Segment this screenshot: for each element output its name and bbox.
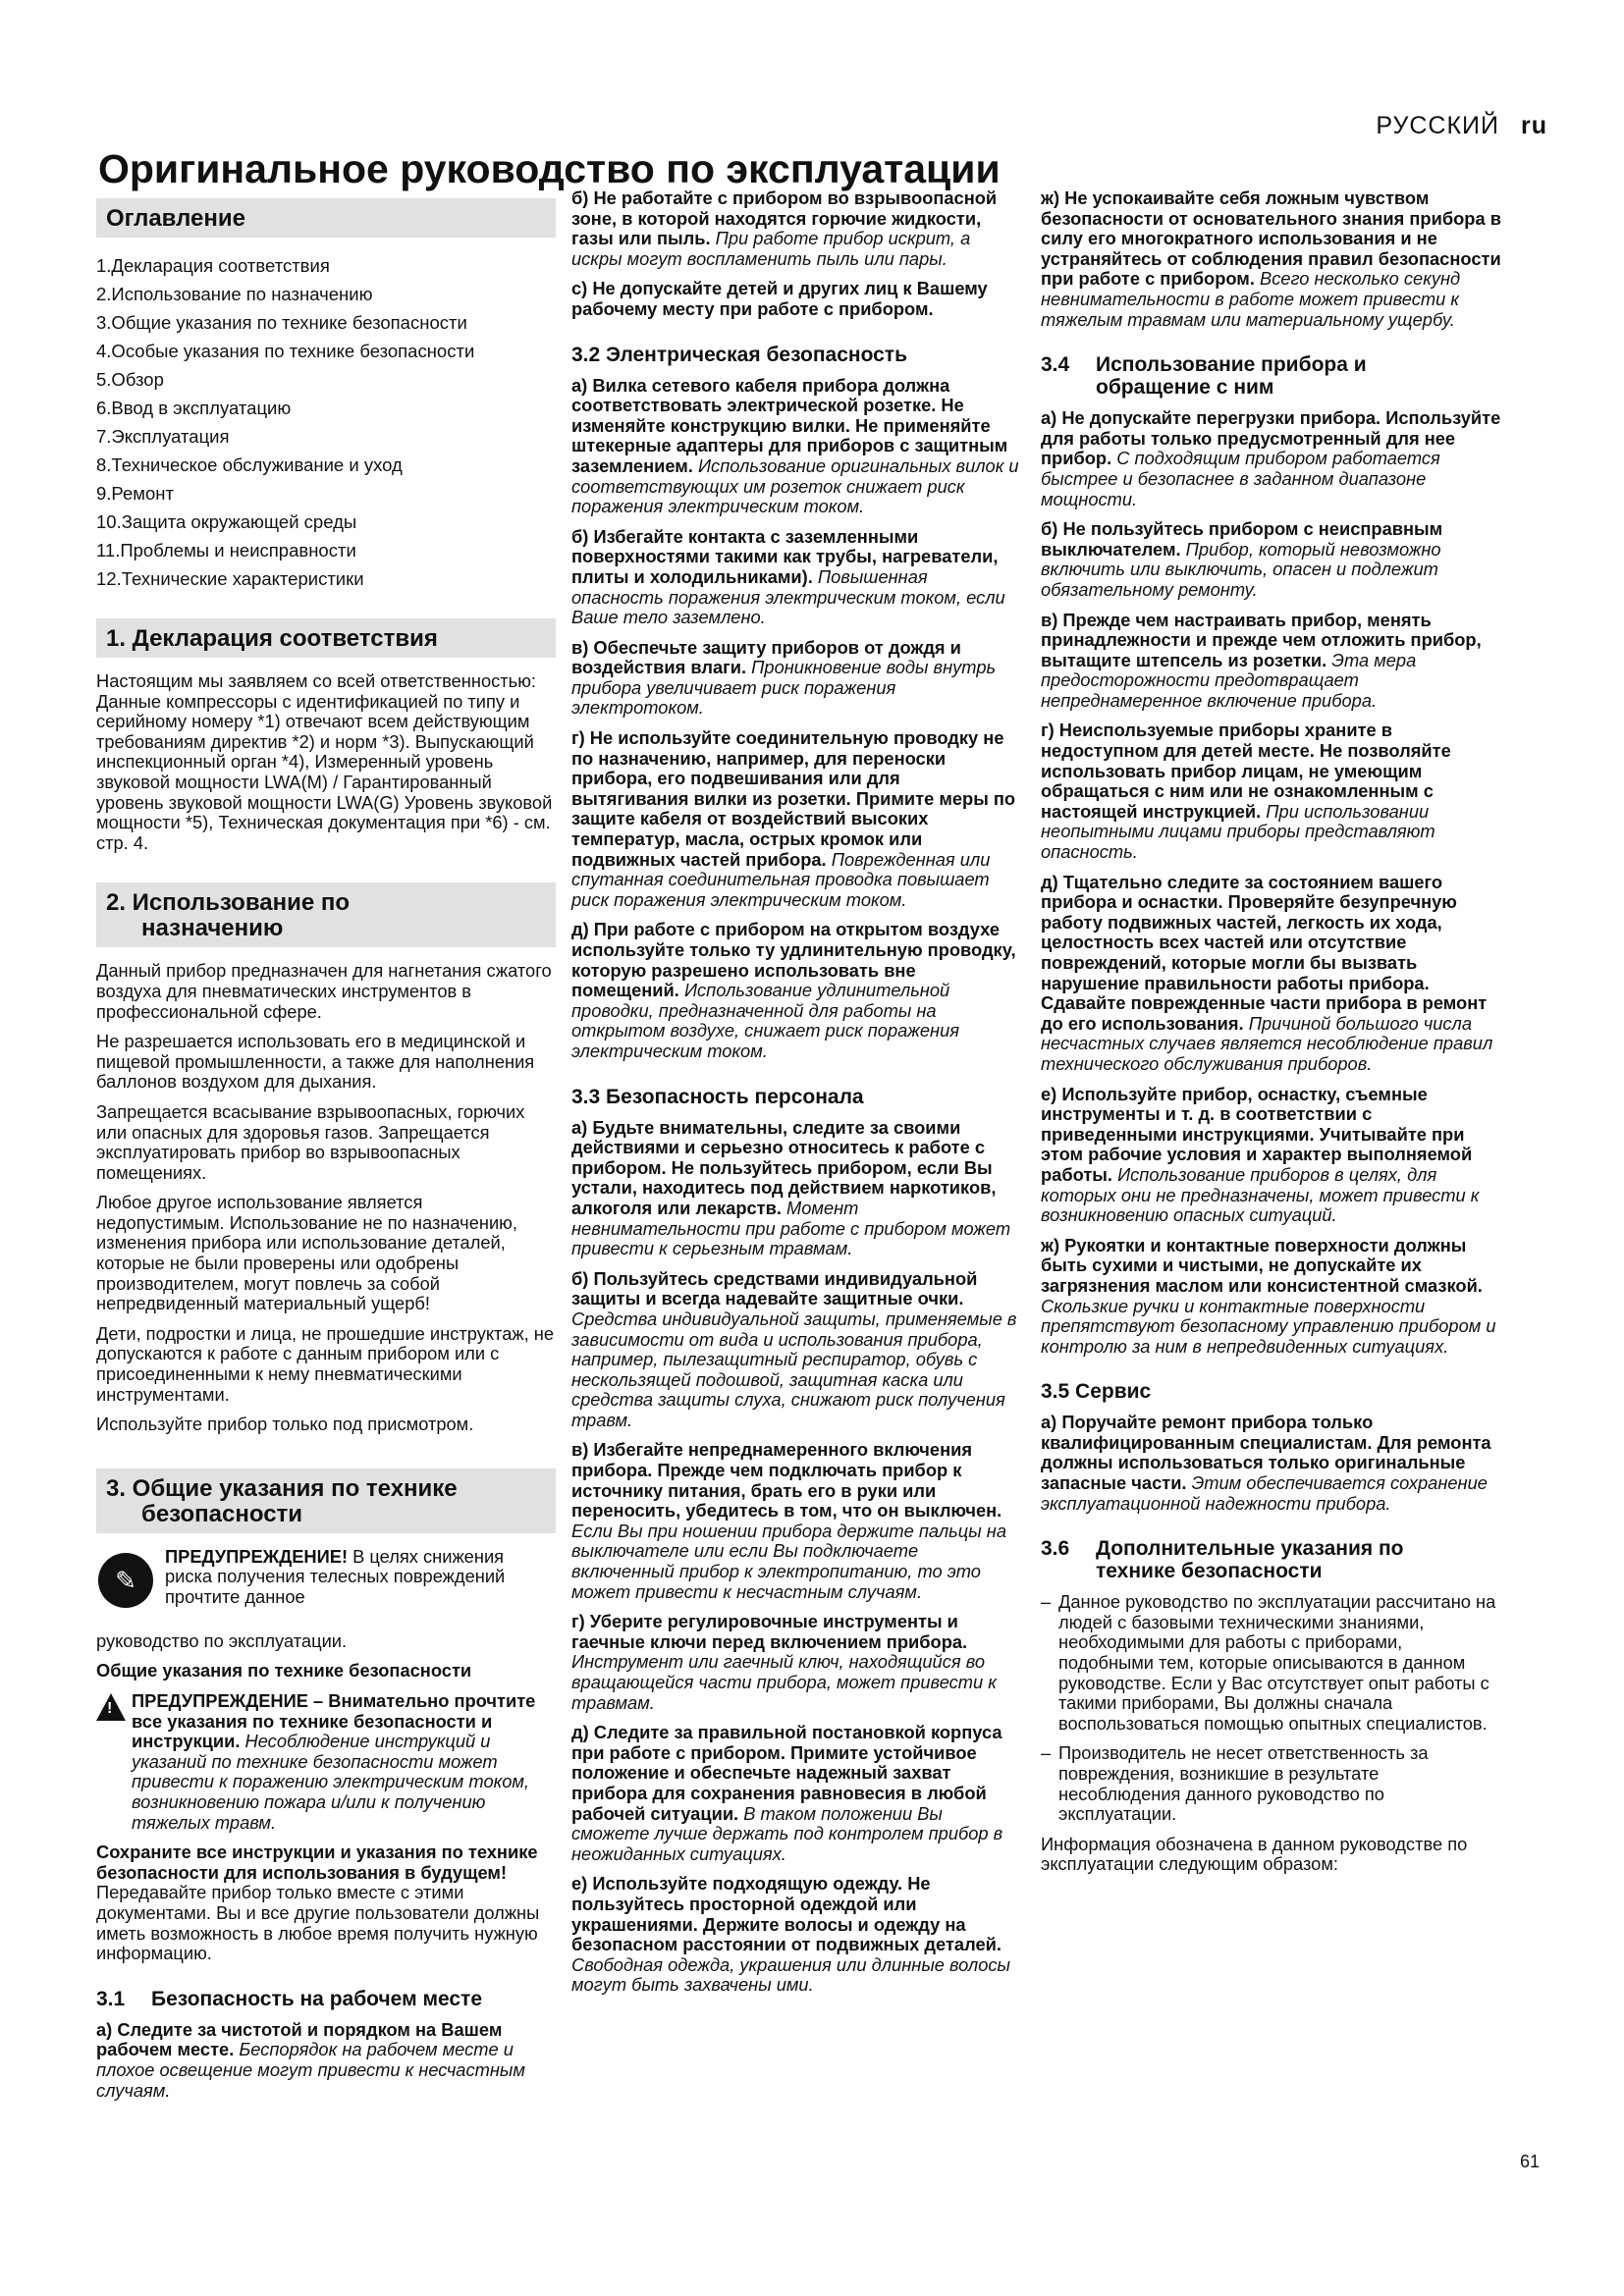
item-italic: Использование приборов в целях, для которых они не предназначены, может привести к возникновению опасных ситуаций. [1041, 1163, 1480, 1226]
item-italic: Инструмент или гаечный ключ, находящийся во вращающейся части прибора, может привести к травмам. [571, 1651, 997, 1713]
toc-item[interactable]: 8.Техническое обслуживание и уход [96, 454, 403, 475]
toc-item[interactable]: 1.Декларация соответствия [96, 255, 330, 276]
handling-item-d [1041, 721, 1502, 862]
column-3 [1041, 188, 1502, 1885]
section-3-1-heading [96, 1988, 556, 2010]
toc-item[interactable]: 10.Защита окружающей среды [96, 511, 357, 532]
notation-intro: Информация обозначена в данном руководстве по эксплуатации следующим образом: [1041, 1833, 1468, 1875]
item-italic: Поврежденная или спутанная соединительная проводка повышает риск поражения электрическим током. [571, 848, 991, 910]
section-2-heading-line1: 2. Использование по [106, 889, 351, 917]
electrical-item-c [571, 638, 1021, 719]
read-manual-warning [96, 1547, 556, 1629]
item-italic: Если Вы при ношении прибора держите пальцы на выключателе или если Вы подключаете включенный прибор к электропитанию, то это может привести к несчастным случаям. [571, 1520, 1006, 1602]
section-3-5-heading: 3.5 Сервис [1041, 1380, 1152, 1404]
section-1-text: Настоящим мы заявляем со всей ответственностью: Данные компрессоры с идентификацией по типу и серийному номеру *1) отвечают всем действующим требованиям директив *2) и норм *3). Выпускающий инспекционный орган *4), Измеренный уровень звуковой мощности LWA(M) / Гарантированный уровень звуковой мощности LWA(G) Уровень звуковой мощности *5), Техническая документация при *6) - см. стр. 4. [96, 670, 553, 853]
electrical-item-a [571, 376, 1021, 517]
item-bold: ж) Не успокаивайте себя ложным чувством безопасности от основательного знания прибора в силу его многократного использования и не устраняйтесь от соблюдения правил безопасности при работе с прибором. [1041, 187, 1501, 290]
item-bold: е) Используйте подходящую одежду. Не пользуйтесь просторной одеждой или украшениями. Держите волосы и одежду на безопасном расстоянии от подвижных деталей. [571, 1873, 1001, 1955]
item-italic: Прибор, который невозможно включить или выключить, опасен и подлежит обязательному ремонту. [1041, 538, 1441, 600]
section-2-paragraph: Любое другое использование является недопустимым. Использование не по назначению, изменения прибора или использование деталей, которые не были проверены или одобрены производителем, могут повлечь за собой непредвиденный материальный ущерб! [96, 1192, 517, 1314]
item-bold: е) Используйте прибор, оснастку, съемные инструменты и т. д. в соответствии с приведенными инструкциями. Учитывайте при этом рабочие условия и характер выполняемой работы. [1041, 1083, 1473, 1185]
item-bold: б) Не пользуйтесь прибором с неисправным выключателем. [1041, 518, 1443, 560]
item-italic: При использовании неопытными лицами приборы представляют опасность. [1041, 800, 1435, 863]
handling-item-b [1041, 519, 1502, 600]
read-manual-icon: ✎ [98, 1553, 153, 1608]
item-bold: д) При работе с прибором на открытом воздухе используйте только ту удлинительную проводку, которую разрешено использовать вне помещений. [571, 919, 1016, 1001]
warning-text: В целях снижения риска получения телесных повреждений прочтите данное [165, 1545, 506, 1607]
item-bold: б) Пользуйтесь средствами индивидуальной защиты и всегда надевайте защитные очки. [571, 1267, 978, 1309]
item-italic: Этим обеспечивается сохранение эксплуатационной надежности прибора. [1041, 1472, 1488, 1514]
item-italic: Свободная одежда, украшения или длинные волосы могут быть захвачены ими. [571, 1953, 1010, 1996]
column-1 [96, 198, 556, 2110]
section-2-paragraph: Не разрешается использовать его в медицинской и пищевой промышленности, а также для наполнения баллонов воздухом для дыхания. [96, 1031, 535, 1093]
toc-item[interactable]: 9.Ремонт [96, 483, 174, 504]
workplace-item-c [571, 279, 1021, 319]
general-warning-italic: Несоблюдение инструкций и указаний по технике безопасности может привести к поражению электрическим током, возникновению пожара и/или к получению тяжелых травм. [132, 1731, 530, 1833]
item-bold: в) Избегайте непреднамеренного включения прибора. Прежде чем подключать прибор к источнику питания, брать его в руки или переносить, убедитесь в том, что он выключен. [571, 1439, 1002, 1522]
personal-item-g [1041, 188, 1502, 330]
warning-label: ПРЕДУПРЕЖДЕНИЕ! [165, 1545, 349, 1567]
toc-item[interactable]: 6.Ввод в эксплуатацию [96, 398, 292, 418]
toc-item[interactable]: 5.Обзор [96, 369, 164, 390]
personal-item-b [571, 1269, 1021, 1431]
toc-item[interactable]: 2.Использование по назначению [96, 284, 373, 304]
section-3-6-title-line2: технике безопасности [1096, 1560, 1323, 1583]
item-italic: Причиной большого числа несчастных случаев является несоблюдение правил технического обслуживания приборов. [1041, 1012, 1493, 1074]
document-title: Оригинальное руководство по эксплуатации [98, 146, 1001, 191]
item-bold: в) Прежде чем настраивать прибор, менять принадлежности и прежде чем отложить прибор, вытащите штепсель из розетки. [1041, 609, 1482, 670]
language-label [1376, 112, 1547, 140]
item-italic: Использование удлинительной проводки, предназначенной для работы на открытом воздухе, снижает риск поражения электрическим током. [571, 980, 960, 1061]
section-3-1-number: 3.1 [96, 1987, 126, 2010]
keep-instructions-bold: Сохраните все инструкции и указания по технике безопасности для использования в будущем! [96, 1842, 538, 1883]
warning-text-tail: руководство по эксплуатации. [96, 1629, 348, 1651]
personal-item-f [571, 1874, 1021, 1996]
item-bold: а) Вилка сетевого кабеля прибора должна соответствовать электрической розетке. Не изменяйте конструкцию вилки. Не применяйте штекерные адаптеры для приборов с защитным заземлением. [571, 374, 1008, 476]
handling-item-g [1041, 1236, 1502, 1358]
keep-instructions-text: Передавайте прибор только вместе с этими документами. Вы и все другие пользователи должны иметь возможность в любое время получить нужную информацию. [96, 1882, 540, 1964]
section-3-heading [96, 1468, 556, 1533]
item-italic: Скользкие ручки и контактные поверхности препятствуют безопасному управлению прибором и контролю за ним в непредвиденных ситуациях. [1041, 1295, 1496, 1357]
section-1-heading: 1. Декларация соответствия [96, 618, 556, 658]
item-bold: ж) Рукоятки и контактные поверхности должны быть сухими и чистыми, не допускайте их загрязнения маслом или консистентной смазкой. [1041, 1234, 1483, 1296]
item-italic: С подходящим прибором работается быстрее и безопаснее в заданном диапазоне мощности. [1041, 448, 1440, 509]
general-warning-bold: ПРЕДУПРЕЖДЕНИЕ – Внимательно прочтите все указания по технике безопасности и инструкции. [132, 1690, 536, 1752]
item-italic: Момент невнимательности при работе с прибором может привести к серьезным травмам. [571, 1197, 1011, 1259]
section-3-4-title-line1: Использование прибора и [1096, 353, 1367, 377]
item-bold: с) Не допускайте детей и других лиц к Вашему рабочему месту при работе с прибором. [571, 278, 988, 319]
page-number: 61 [1519, 2152, 1540, 2171]
workplace-item-b [571, 188, 1021, 269]
workplace-item-a [96, 2020, 556, 2101]
section-3-4-title-line2: обращение с ним [1096, 376, 1274, 400]
item-italic: Всего несколько секунд невнимательности в работе может привести к тяжелым травмам или материальному ущербу. [1041, 268, 1461, 330]
section-3-4-number: 3.4 [1041, 353, 1070, 377]
general-safety-heading: Общие указания по технике безопасности [96, 1660, 472, 1682]
personal-item-a [571, 1118, 1021, 1259]
additional-note: – Данное руководство по эксплуатации рассчитано на людей с базовыми техническими знаниями, необходимыми для работы с приборами, подобными тем, которые описываются в данном руководстве. Если у Вас отсутствует опыт работы с такими приборами, Вы должны сначала воспользоваться помощью опытных специалистов. [1041, 1592, 1502, 1734]
section-2-paragraph: Данный прибор предназначен для нагнетания сжатого воздуха для пневматических инструментов в профессиональной сфере. [96, 960, 552, 1022]
item-bold: а) Будьте внимательны, следите за своими действиями и серьезно относитесь к работе с прибором. Не пользуйтесь прибором, если Вы устали, находитесь под действием наркотиков, алкоголя или лекарств. [571, 1116, 997, 1218]
section-3-6-heading [1041, 1537, 1502, 1582]
toc-item[interactable]: 4.Особые указания по технике безопасности [96, 341, 475, 361]
item-bold: б) Не работайте с прибором во взрывоопасной зоне, в которой находятся горючие жидкости, газы или пыль. [571, 187, 998, 249]
section-3-1-title: Безопасность на рабочем месте [151, 1987, 483, 2010]
toc-item[interactable]: 3.Общие указания по технике безопасности [96, 312, 467, 333]
section-2-paragraph: Запрещается всасывание взрывоопасных, горючих или опасных для здоровья газов. Запрещается эксплуатировать прибор во взрывоопасных помещениях. [96, 1100, 525, 1183]
item-italic: Использование оригинальных вилок и соответствующих им розеток снижает риск поражения электрическим током. [571, 454, 1019, 517]
exclamation-icon: ! [107, 1700, 113, 1717]
item-italic: Средства индивидуальной защиты, применяемые в зависимости от вида и использования прибора, например, пылезащитный респиратор, обувь с нескользящей подошвой, защитная каска или средства защиты слуха, снижают риск получения травм. [571, 1308, 1017, 1430]
item-italic: Проникновение воды внутрь прибора увеличивает риск поражения электротоком. [571, 657, 997, 719]
column-2 [571, 188, 1021, 2005]
section-3-4-heading [1041, 353, 1502, 399]
toc-item[interactable]: 12.Технические характеристики [96, 568, 364, 589]
electrical-item-e [571, 920, 1021, 1061]
keep-instructions [96, 1842, 556, 1964]
item-bold: г) Неиспользуемые приборы храните в недоступном для детей месте. Не позволяйте использовать прибор лицам, не умеющим обращаться с ним или не ознакомленным с настоящей инструкцией. [1041, 720, 1451, 822]
section-2-paragraph: Дети, подростки и лица, не прошедшие инструктаж, не допускаются к работе с данным прибором или с присоединенными к нему пневматическими инструментами. [96, 1322, 555, 1405]
item-bold: д) Тщательно следите за состоянием вашего прибора и оснастки. Проверяйте безупречную работу подвижных частей, легкость их хода, целостность всех частей или отсутствие повреждений, которые могли бы вызвать нарушение правильности работы прибора. Сдавайте поврежденные части прибора в ремонт до его использования. [1041, 871, 1488, 1034]
item-bold: г) Уберите регулировочные инструменты и гаечные ключи перед включением прибора. [571, 1611, 968, 1652]
toc-heading: Оглавление [96, 198, 556, 238]
personal-item-e [571, 1723, 1021, 1864]
item-italic: Эта мера предосторожности предотвращает непреднамеренное включение прибора. [1041, 649, 1417, 711]
section-3-heading-line2: безопасности [141, 1500, 303, 1527]
handling-item-e [1041, 873, 1502, 1075]
item-bold: а) Не допускайте перегрузки прибора. Используйте для работы только предусмотренный для нее прибор. [1041, 407, 1501, 469]
section-2-heading [96, 882, 556, 947]
toc-item[interactable]: 7.Эксплуатация [96, 426, 230, 447]
item-italic: Повышенная опасность поражения электрическим током, если Ваше тело заземлено. [571, 565, 1005, 628]
toc-item[interactable]: 11.Проблемы и неисправности [96, 540, 356, 561]
item-bold: в) Обеспечьте защиту приборов от дождя и воздействия влаги. [571, 636, 961, 678]
item-bold: б) Избегайте контакта с заземленными поверхностями такими как трубы, нагреватели, плиты и холодильниками). [571, 525, 999, 587]
additional-note: – Производитель не несет ответственность за повреждения, возникшие в результате несоблюдения данного руководство по эксплуатации. [1041, 1743, 1502, 1824]
electrical-item-d [571, 728, 1021, 910]
item-italic: При работе прибор искрит, а искры могут воспламенить пыль или пары. [571, 228, 971, 269]
item-italic: Беспорядок на рабочем месте и плохое освещение могут привести к несчастным случаям. [96, 2039, 525, 2101]
handling-item-c [1041, 611, 1502, 712]
general-warning [96, 1691, 556, 1833]
service-item-a [1041, 1413, 1502, 1514]
personal-item-c [571, 1440, 1021, 1602]
item-bold: а) Поручайте ремонт прибора только квалифицированным специалистам. Для ремонта должны использоваться только оригинальные запасные части. [1041, 1412, 1491, 1494]
section-3-2-heading: 3.2 Элентрическая безопасность [571, 343, 907, 366]
item-italic: В таком положении Вы сможете лучше держать под контролем прибор в неожиданных ситуациях. [571, 1802, 1003, 1864]
item-bold: г) Не используйте соединительную проводку не по назначению, например, для переноски прибора, его подвешивания или для вытягивания вилки из розетки. Примите меры по защите кабеля от воздействий высоких температур, масла, острых кромок или подвижных частей прибора. [571, 727, 1016, 870]
electrical-item-b [571, 527, 1021, 628]
section-2-paragraph: Используйте прибор только под присмотром. [96, 1414, 474, 1435]
section-3-6-title-line1: Дополнительные указания по [1096, 1537, 1404, 1561]
item-bold: д) Следите за правильной постановкой корпуса при работе с прибором. Примите устойчивое положение и обеспечьте надежный захват прибора для сохранения равновесия в любой рабочей ситуации. [571, 1722, 1002, 1824]
handling-item-f [1041, 1085, 1502, 1226]
section-2-heading-line2: назначению [141, 915, 284, 942]
language-name: РУССКИЙ [1376, 112, 1499, 139]
personal-item-d [571, 1612, 1021, 1713]
handling-item-a [1041, 408, 1502, 509]
toc-list [96, 251, 556, 593]
section-3-heading-line1: 3. Общие указания по технике [106, 1474, 458, 1502]
section-3-6-number: 3.6 [1041, 1537, 1070, 1561]
item-bold: а) Следите за чистотой и порядком на Вашем рабочем месте. [96, 2018, 503, 2060]
section-3-3-heading: 3.3 Безопасность персонала [571, 1085, 864, 1108]
language-code: ru [1521, 112, 1547, 139]
